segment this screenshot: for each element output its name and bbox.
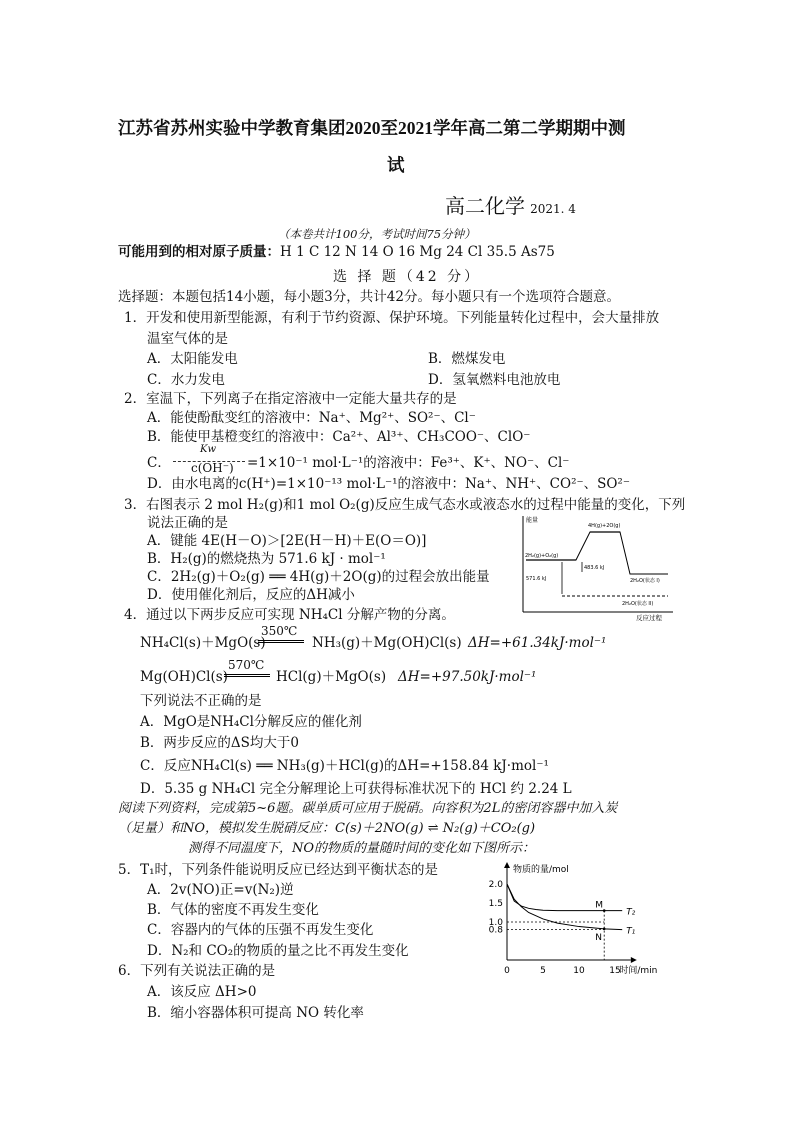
chart-x-arrow (631, 957, 637, 963)
q2-stem: 2．室温下，下列离子在指定溶液中一定能大量共存的是 (124, 391, 457, 407)
energy-state1: 2H₂O(状态 I) (630, 578, 660, 584)
q3-option-d: D．使用催化剂后，反应的ΔH减小 (147, 587, 355, 603)
q3-option-c: C．2H₂(g)＋O₂(g) ══ 4H(g)＋2O(g)的过程会放出能量 (147, 569, 490, 585)
q1-option-d: D．氢氧燃料电池放电 (428, 372, 561, 388)
atomic-mass-values: H 1 C 12 N 14 O 16 Mg 24 Cl 35.5 As75 (280, 244, 555, 260)
atomic-mass-line (118, 243, 555, 261)
section-instructions: 选择题：本题包括14小题，每小题3分，共计42分。每小题只有一个选项符合题意。 (118, 289, 620, 305)
energy-top-label: 4H(g)+2O(g) (588, 523, 621, 529)
energy-diagram (518, 512, 678, 622)
chart-point-label: N (595, 932, 602, 943)
q1-option-b: B．燃煤发电 (428, 351, 506, 367)
q2-option-b: B．能使甲基橙变红的溶液中：Ca²⁺、Al³⁺、CH₃COO⁻、ClO⁻ (147, 429, 531, 445)
q4-r2-dh: ΔH=+97.50kJ·mol⁻¹ (398, 669, 537, 685)
q2-option-c-prefix: C． (147, 455, 171, 471)
chart-y-tick-label: 0.8 (488, 925, 503, 936)
reading-line1: 阅读下列资料，完成第5~6题。碳单质可应用于脱硝。向容积为2L的密闭容器中加入炭 (118, 801, 618, 816)
q4-option-d: D．5.35 g NH₄Cl 完全分解理论上可获得标准状况下的 HCl 约 2.24 L (140, 781, 572, 797)
chart-x-tick-label: 5 (540, 966, 546, 976)
atomic-mass-label: 可能用到的相对原子质量： (118, 244, 280, 260)
q4-r2-right: HCl(g)＋MgO(s) (276, 669, 387, 685)
q4-option-b: B．两步反应的ΔS均大于0 (140, 735, 300, 751)
exam-title-line1: 江苏省苏州实验中学教育集团2020至2021学年高二第二学期期中测 (118, 118, 626, 138)
q4-r1-arrow (258, 640, 304, 643)
reading-line3: 测得不同温度下，NO的物质的量随时间的变化如下图所示： (188, 841, 536, 856)
chart-point-label: M (595, 900, 603, 911)
chart-y-tick-label: 2.0 (488, 880, 503, 890)
q4-reaction2 (140, 658, 600, 692)
energy-ylabel: 能量 (526, 517, 539, 524)
q4-option-a: A．MgO是NH₄Cl分解反应的催化剂 (140, 714, 362, 730)
q2-option-c-denominator: c(OH⁻) (191, 461, 234, 475)
chart-series-label: T₂ (626, 907, 636, 918)
chart-point (603, 909, 606, 912)
energy-state2: 2H₂O(状态 II) (622, 601, 654, 607)
q4-r1-condition: 350℃ (261, 624, 298, 638)
q2-option-c-text: =1×10⁻¹ mol·L⁻¹的溶液中：Fe³⁺、K⁺、NO⁻、Cl⁻ (247, 455, 570, 471)
q5-stem: 5．T₁时，下列条件能说明反应已经达到平衡状态的是 (118, 862, 439, 878)
q4-r1-dh: ΔH=+61.34kJ·mol⁻¹ (468, 635, 607, 651)
q4-ask: 下列说法不正确的是 (140, 693, 262, 709)
q4-r1-right: NH₃(g)＋Mg(OH)Cl(s) (312, 635, 462, 651)
q3-option-a: A．键能 4E(H－O)＞[2E(H－H)＋E(O＝O)] (147, 533, 427, 549)
q5-option-c: C．容器内的气体的压强不再发生变化 (147, 922, 374, 938)
chart-x-tick-label: 15 (609, 966, 621, 976)
q4-reaction1 (140, 624, 607, 658)
q4-stem: 4．通过以下两步反应可实现 NH₄Cl 分解产物的分离。 (124, 607, 455, 623)
exam-note: （本卷共计100分，考试时间75分钟） (278, 227, 476, 241)
no-amount-chart (470, 860, 690, 980)
q2-option-c-numerator: Kw (200, 444, 217, 455)
chart-point (603, 928, 606, 931)
chart-x-tick-label: 0 (504, 966, 510, 976)
q1-option-a: A．太阳能发电 (147, 351, 238, 367)
energy-xlabel: 反应过程 (636, 614, 662, 622)
q3-stem-line1: 3．右图表示 2 mol H₂(g)和1 mol O₂(g)反应生成气态水或液态水的过程中能量的变化，下列 (124, 497, 686, 513)
q2-option-d: D．由水电离的c(H⁺)=1×10⁻¹³ mol·L⁻¹的溶液中：Na⁺、NH⁺、CO²⁻、SO²⁻ (147, 476, 630, 492)
exam-title-line2: 试 (387, 155, 405, 175)
chart-x-tick-label: 10 (573, 966, 585, 976)
q4-r2-arrow (224, 674, 270, 677)
chart-ylabel: 物质的量/mol (513, 865, 569, 875)
q4-r2-left: Mg(OH)Cl(s) (140, 669, 228, 685)
q2-option-a: A．能使酚酞变红的溶液中：Na⁺、Mg²⁺、SO²⁻、Cl⁻ (147, 410, 476, 426)
q4-option-c: C．反应NH₄Cl(s) ══ NH₃(g)＋HCl(g)的ΔH=+158.84 kJ·mol⁻¹ (140, 758, 549, 774)
q4-r2-condition: 570℃ (228, 658, 265, 672)
q5-option-d: D．N₂和 CO₂的物质的量之比不再发生变化 (147, 943, 409, 959)
q1-stem-line2: 温室气体的是 (147, 331, 228, 347)
q3-option-b: B．H₂(g)的燃烧热为 571.6 kJ · mol⁻¹ (147, 551, 386, 567)
q1-stem-line1: 1．开发和使用新型能源，有利于节约资源、保护环境。下列能量转化过程中，会大量排放 (124, 310, 660, 326)
q5-option-b: B．气体的密度不再发生变化 (147, 902, 319, 918)
exam-date: 2021. 4 (530, 202, 576, 216)
chart-xlabel: 时间/min (619, 966, 658, 976)
energy-val2: 483.6 kJ (584, 565, 605, 571)
q4-r1-left: NH₄Cl(s)＋MgO(s) (140, 635, 266, 651)
chart-series-line (507, 884, 622, 911)
q1-option-c: C．水力发电 (147, 372, 225, 388)
subject-name: 高二化学 (445, 194, 525, 218)
q6-option-a: A．该反应 ΔH>0 (147, 984, 257, 1000)
q6-stem: 6．下列有关说法正确的是 (118, 963, 276, 979)
energy-val1: 571.6 kJ (526, 576, 547, 582)
chart-y-tick-label: 1.0 (488, 918, 503, 928)
reading-line2: （足量）和NO，模拟发生脱硝反应：C(s)＋2NO(g) ⇌ N₂(g)＋CO₂(g) (118, 821, 536, 836)
energy-left-label: 2H₂(g)+O₂(g) (525, 553, 559, 559)
q3-stem-line2: 说法正确的是 (147, 515, 228, 531)
chart-y-arrow (504, 862, 510, 868)
chart-series-label: T₁ (626, 926, 636, 937)
q6-option-b: B．缩小容器体积可提高 NO 转化率 (147, 1005, 364, 1021)
section-heading: 选 择 题（42 分） (333, 269, 482, 285)
subject-heading (445, 190, 576, 219)
q5-option-a: A．2v(NO)正=v(N₂)逆 (147, 882, 294, 898)
chart-y-tick-label: 1.5 (488, 899, 503, 909)
energy-curve (562, 532, 668, 574)
